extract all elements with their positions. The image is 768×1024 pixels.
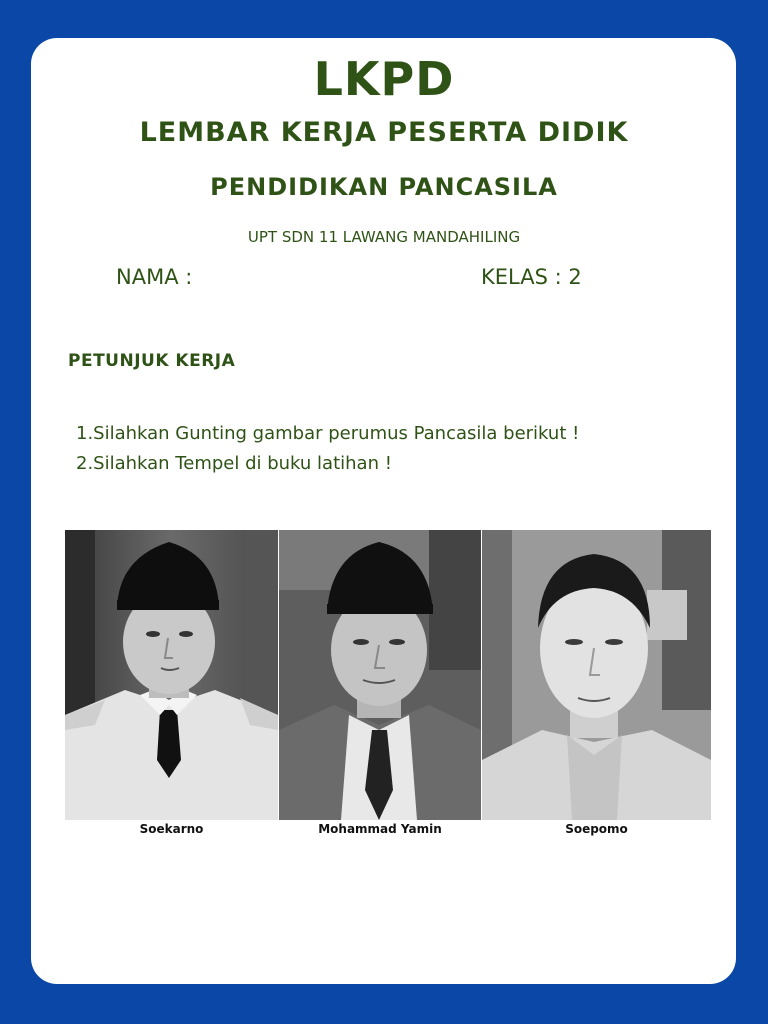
soepomo-caption: Soepomo (565, 822, 628, 836)
instructions-list (76, 419, 579, 479)
instruction-item: 2.Silahkan Tempel di buku latihan ! (76, 453, 392, 474)
class-label: KELAS : 2 (481, 265, 582, 289)
mohammad-yamin-photo (279, 530, 481, 820)
name-label: NAMA : (116, 265, 193, 289)
soekarno-caption: Soekarno (139, 822, 204, 836)
soekarno-photo (65, 530, 278, 820)
page-subtitle: LEMBAR KERJA PESERTA DIDIK (139, 117, 629, 148)
mohammad-yamin-caption: Mohammad Yamin (318, 822, 442, 836)
subject-title: PENDIDIKAN PANCASILA (210, 173, 558, 201)
page-title: LKPD (313, 52, 455, 106)
instruction-item: 1.Silahkan Gunting gambar perumus Pancasila berikut ! (76, 423, 580, 444)
soepomo-photo (482, 530, 711, 820)
instructions-heading: PETUNJUK KERJA (68, 351, 236, 371)
school-name: UPT SDN 11 LAWANG MANDAHILING (247, 228, 521, 246)
